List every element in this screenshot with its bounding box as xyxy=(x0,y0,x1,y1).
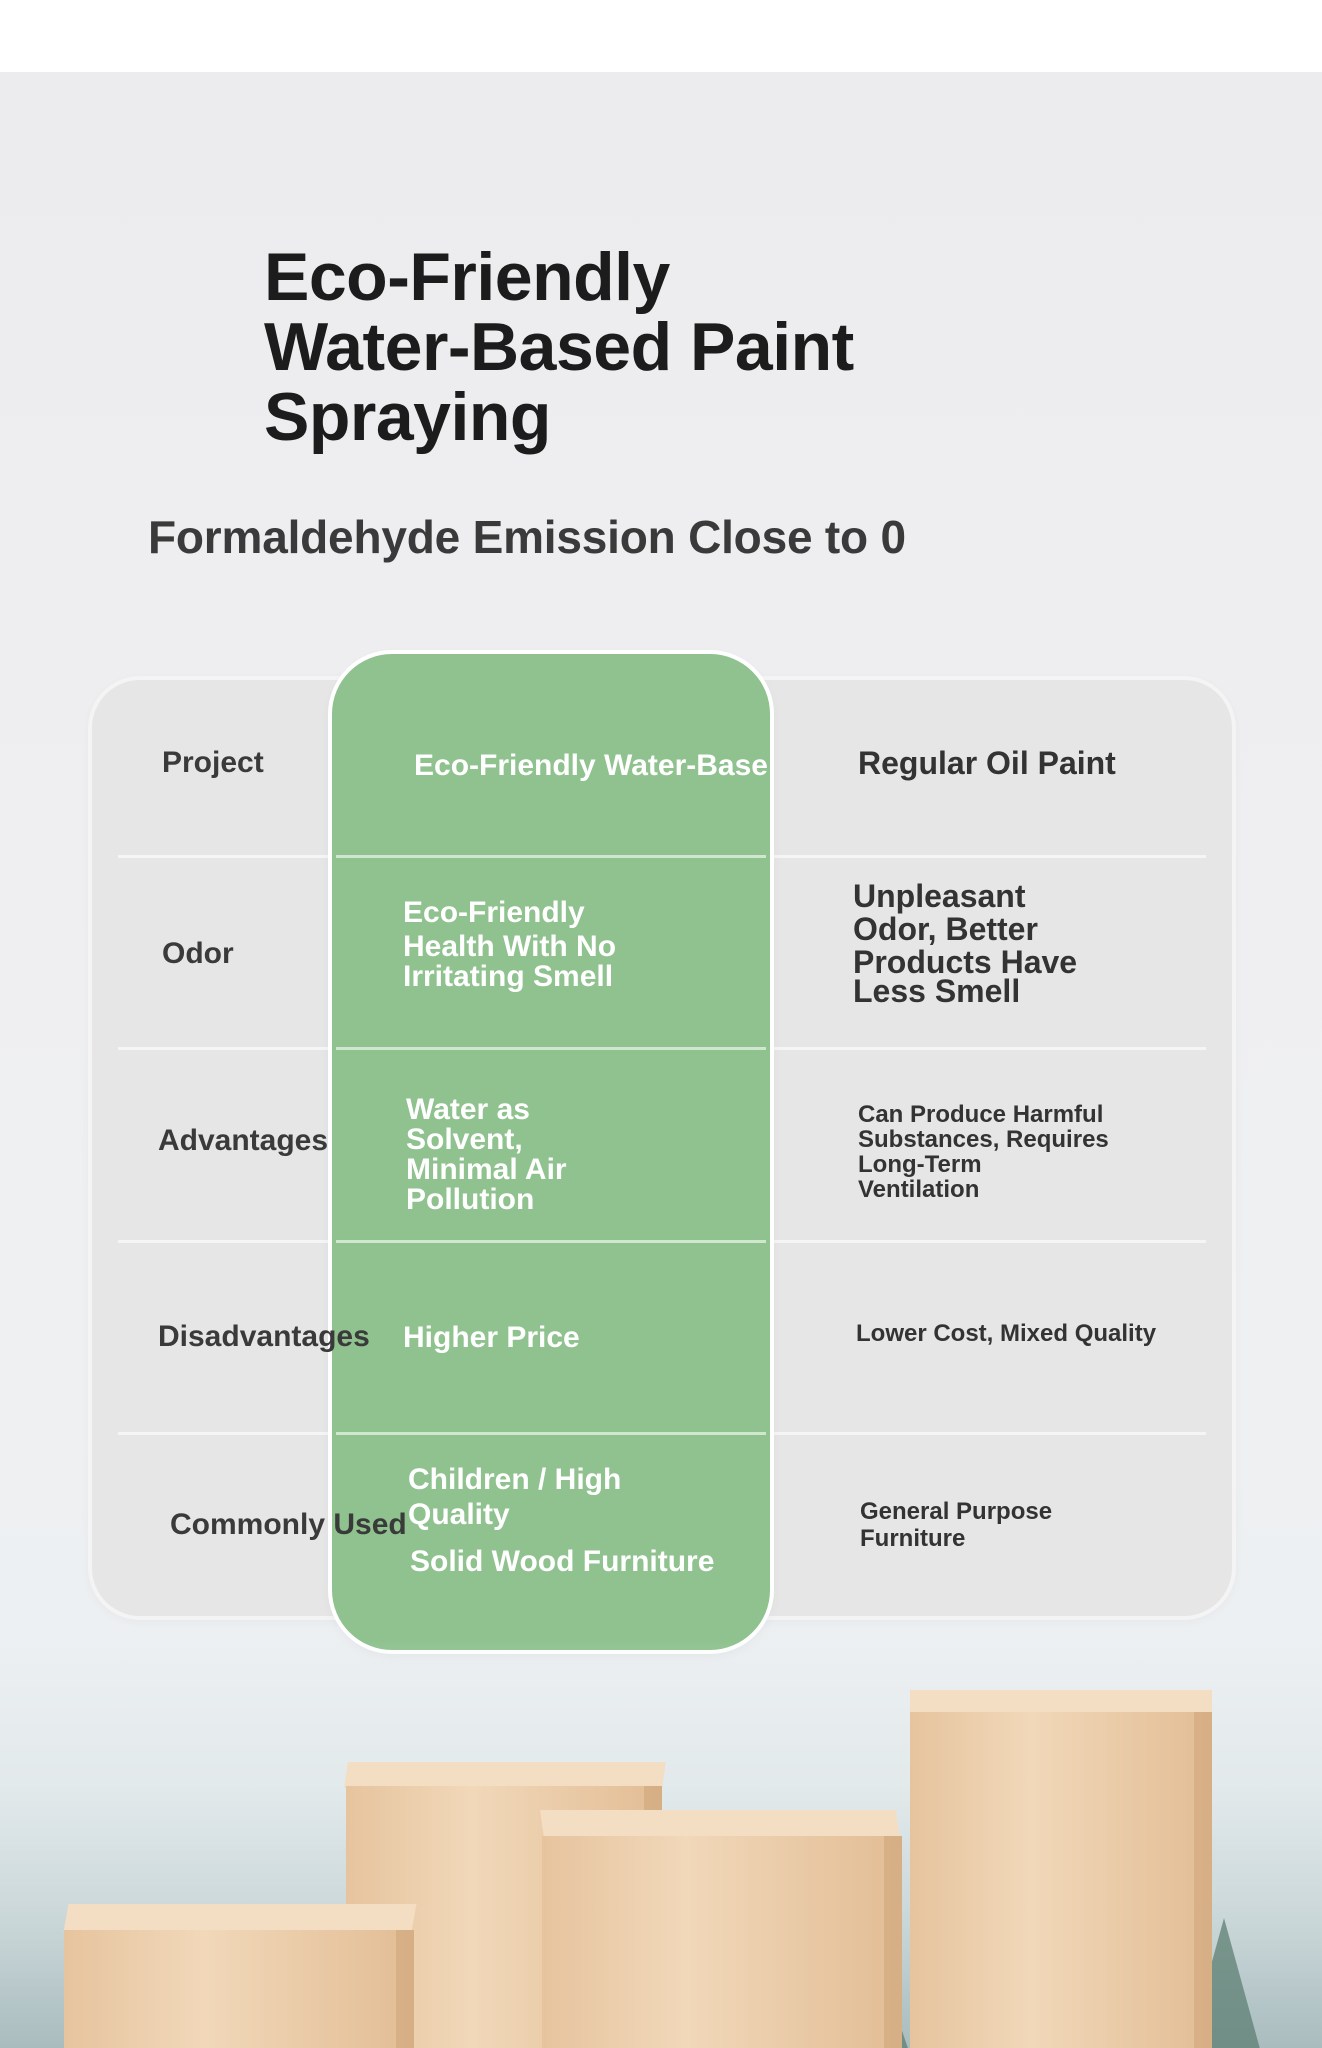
row-label-disadvantages: Disadvantages xyxy=(158,1320,370,1353)
oil-cell-odor-line: Odor, Better xyxy=(853,911,1038,947)
oil-cell-commonly-used-line: General Purpose xyxy=(860,1498,1053,1525)
eco-cell-disadvantages xyxy=(403,1323,580,1353)
title-line-3: Spraying xyxy=(264,379,551,455)
column-divider xyxy=(336,1240,766,1243)
page-subtitle: Formaldehyde Emission Close to 0 xyxy=(148,511,906,563)
wood-block-top xyxy=(344,1762,666,1788)
oil-cell-disadvantages-text: Lower Cost, Mixed Quality xyxy=(856,1320,1157,1347)
eco-cell-advantages xyxy=(406,1095,567,1215)
column-divider xyxy=(336,1432,766,1435)
row-label-commonly-used: Commonly Used xyxy=(170,1508,407,1541)
oil-cell-advantages-line: Can Produce Harmful xyxy=(858,1101,1104,1128)
oil-cell-advantages xyxy=(858,1102,1109,1202)
oil-cell-project xyxy=(858,745,1116,782)
oil-cell-odor xyxy=(853,880,1077,1008)
oil-cell-project-text: Regular Oil Paint xyxy=(858,745,1116,781)
column-divider xyxy=(336,1047,766,1050)
eco-cell-commonly-used-line: Children / High xyxy=(408,1463,622,1496)
eco-cell-advantages-line: Water as xyxy=(406,1093,530,1126)
eco-cell-odor-line: Eco-Friendly xyxy=(403,896,585,929)
wood-block-top xyxy=(540,1810,900,1838)
title-line-2: Water-Based Paint xyxy=(264,309,854,385)
oil-cell-odor-line: Products Have xyxy=(853,944,1078,980)
eco-cell-commonly-used-line: Quality xyxy=(408,1498,510,1531)
eco-cell-project-text: Eco-Friendly Water-Base xyxy=(414,751,768,781)
wood-block-icon xyxy=(910,1712,1212,2048)
eco-cell-commonly-used-line: Solid Wood Furniture xyxy=(410,1545,715,1578)
oil-cell-advantages-line: Substances, Requires xyxy=(858,1126,1109,1153)
wood-block-icon xyxy=(64,1930,414,2048)
oil-cell-odor-line: Less Smell xyxy=(853,973,1021,1009)
row-label-project: Project xyxy=(162,746,264,779)
eco-cell-advantages-line: Minimal Air xyxy=(406,1153,567,1186)
eco-cell-odor-line: Irritating Smell xyxy=(403,960,614,993)
oil-cell-odor-line: Unpleasant xyxy=(853,878,1026,914)
eco-cell-disadvantages-text: Higher Price xyxy=(403,1321,580,1354)
oil-cell-commonly-used-line: Furniture xyxy=(860,1525,966,1552)
oil-cell-disadvantages xyxy=(856,1320,1156,1348)
row-label-advantages: Advantages xyxy=(158,1124,329,1157)
wood-block-top xyxy=(910,1690,1212,1714)
oil-cell-commonly-used xyxy=(860,1498,1052,1552)
wood-block-icon xyxy=(542,1836,902,2048)
eco-cell-commonly-used xyxy=(408,1462,714,1579)
oil-cell-advantages-line: Ventilation xyxy=(858,1176,980,1203)
eco-cell-advantages-line: Solvent, xyxy=(406,1123,523,1156)
title-line-1: Eco-Friendly xyxy=(264,239,670,315)
eco-cell-odor-line: Health With No xyxy=(403,930,617,963)
wood-block-top xyxy=(64,1904,417,1932)
page-title xyxy=(264,239,854,455)
column-divider xyxy=(336,855,766,858)
oil-cell-advantages-line: Long-Term xyxy=(858,1151,982,1178)
eco-cell-odor xyxy=(403,898,616,992)
eco-cell-project xyxy=(414,751,770,781)
row-label-odor: Odor xyxy=(162,937,234,970)
eco-cell-advantages-line: Pollution xyxy=(406,1183,535,1216)
